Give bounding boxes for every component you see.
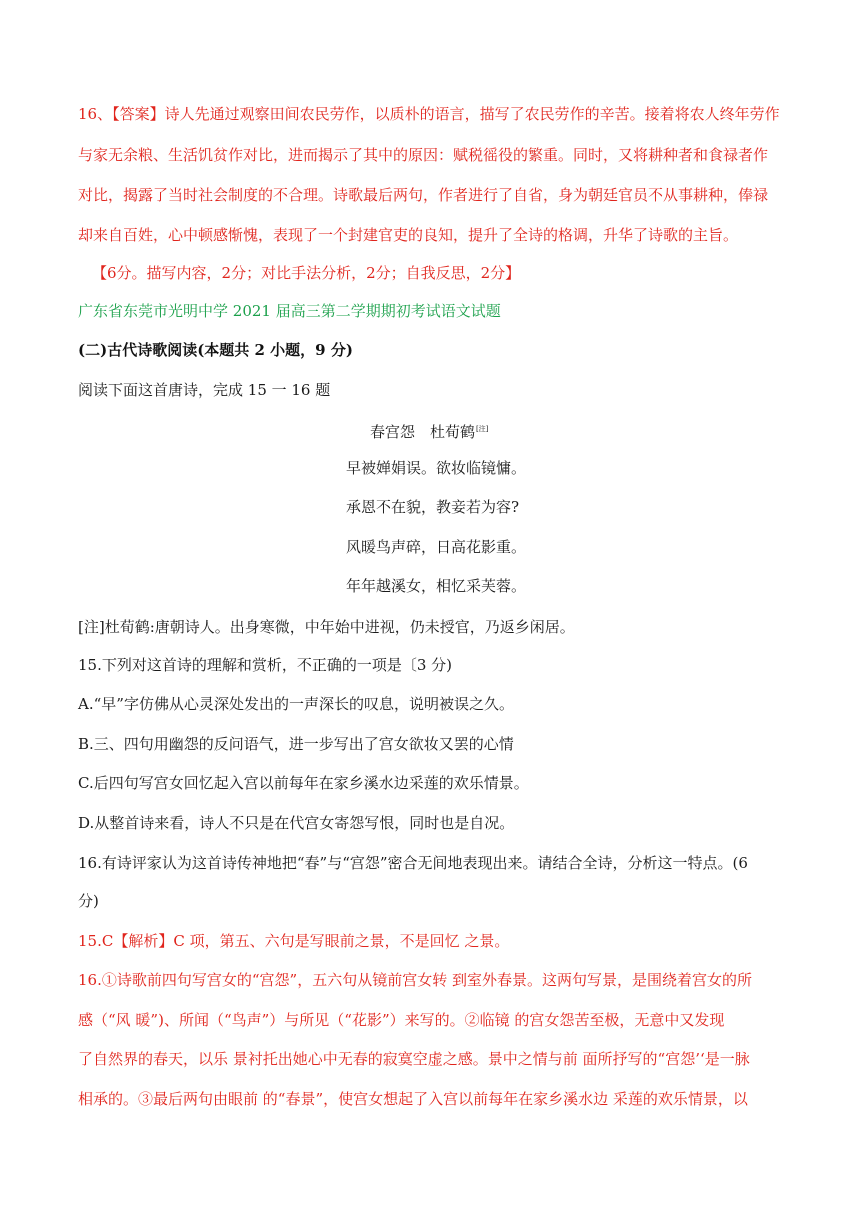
poem-line-1: 早被婵娟误。欲妆临镜慵。 (346, 459, 527, 477)
poem-line-4: 年年越溪女，相忆采芙蓉。 (346, 577, 527, 595)
question-16-line-1: 16.有诗评家认为这首诗传神地把“春”与“宫怨”密合无间地表现出来。请结合全诗，分析这一特点。(6 (78, 854, 748, 872)
analysis-16-line-1: 16.①诗歌前四句写宫女的“宫怨”，五六句从镜前宫女转 到室外春景。这两句写景，是围绕着宫女的所 (78, 971, 752, 989)
question-15-option-c: C.后四句写宫女回忆起入宫以前每年在家乡溪水边采莲的欢乐情景。 (78, 774, 529, 792)
answer-16-line-4: 却来自百姓，心中顿感惭愧，表现了一个封建官吏的良知，提升了全诗的格调，升华了诗歌的主旨。 (78, 226, 739, 244)
answer-16-score: 【6分。描写内容，2分；对比手法分析，2分；自我反思，2分】 (92, 264, 521, 282)
poem-title-text: 春宫怨 杜荀鹤 (370, 423, 476, 441)
reading-instruction: 阅读下面这首唐诗，完成 15 一 16 题 (78, 381, 331, 399)
poem-note-marker: [注] (476, 425, 489, 433)
answer-15: 15.C【解析】C 项，第五、六句是写眼前之景，不是回忆 之景。 (78, 932, 510, 950)
poem-line-2: 承恩不在貌，教妾若为容? (346, 498, 520, 516)
analysis-16-line-4: 相承的。③最后两句由眼前 的“春景”，使宫女想起了入宫以前每年在家乡溪水边 采莲的欢乐情景，以 (78, 1090, 748, 1108)
source-title: 广东省东莞市光明中学 2021 届高三第二学期期初考试语文试题 (78, 302, 501, 320)
answer-16-line-1: 16、【答案】诗人先通过观察田间农民劳作，以质朴的语言，描写了农民劳作的辛苦。接着将农人终年劳作 (78, 105, 780, 123)
analysis-16-line-2: 感（“风 暖”)、所闻（“鸟声”）与所见（“花影”）来写的。②临镜 的宫女怨苦至极，无意中又发现 (78, 1011, 725, 1029)
section-heading: (二)古代诗歌阅读(本题共 2 小题，9 分) (78, 341, 353, 359)
question-16-line-2: 分) (78, 892, 99, 910)
question-15-option-a: A.“早”字仿佛从心灵深处发出的一声深长的叹息，说明被误之久。 (78, 695, 514, 713)
poem-title (370, 419, 488, 442)
poet-note: [注]杜荀鹤:唐朝诗人。出身寒微，中年始中进视，仍未授官，乃返乡闲居。 (78, 618, 575, 636)
answer-16-line-2: 与家无余粮、生活饥贫作对比，进而揭示了其中的原因：赋税徭役的繁重。同时，又将耕种者和食禄者作 (78, 146, 769, 164)
question-15-option-b: B.三、四句用幽怨的反问语气，进一步写出了宫女欲妆又罢的心情 (78, 735, 514, 753)
analysis-16-line-3: 了自然界的春天，以乐 景衬托出她心中无春的寂寞空虚之感。景中之情与前 面所抒写的“宫怨’‘是一脉 (78, 1050, 750, 1068)
answer-16-line-3: 对比，揭露了当时社会制度的不合理。诗歌最后两句，作者进行了自省，身为朝廷官员不从事耕种，俸禄 (78, 186, 769, 204)
question-15-stem: 15.下列对这首诗的理解和赏析，不正确的一项是〔3 分) (78, 656, 453, 674)
poem-line-3: 风暖鸟声碎，日高花影重。 (346, 538, 527, 556)
question-15-option-d: D.从整首诗来看，诗人不只是在代宫女寄怨写恨，同时也是自况。 (78, 814, 515, 832)
